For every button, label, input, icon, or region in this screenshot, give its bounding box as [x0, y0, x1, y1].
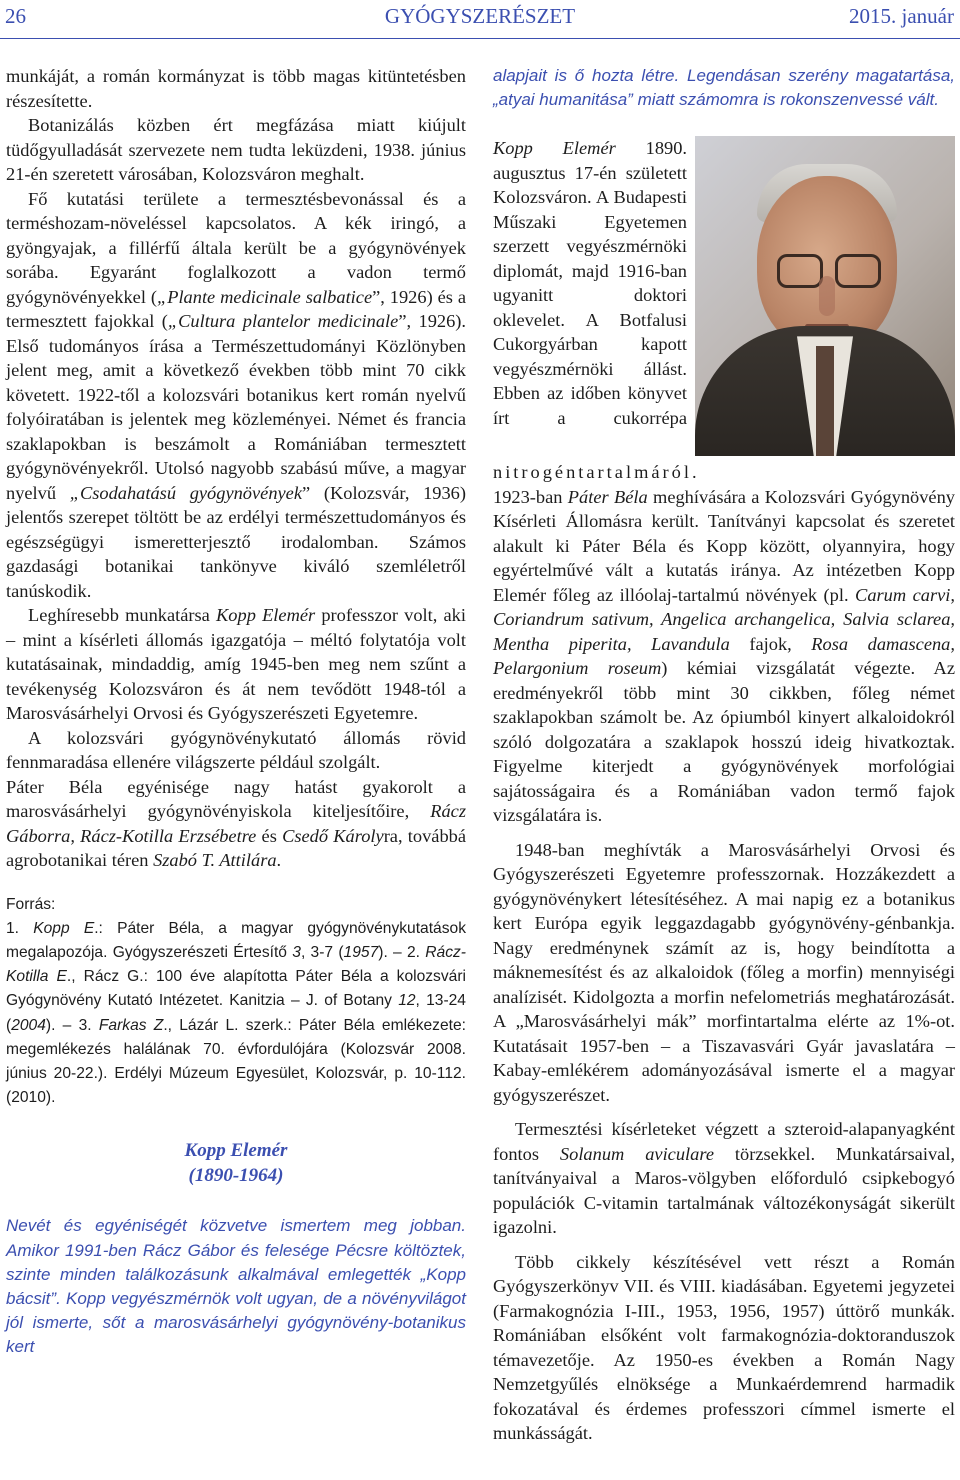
- sources: [6, 893, 466, 1111]
- portrait-photo: [695, 136, 955, 456]
- bio-intro: Nevét és egyéniségét közvetve ismertem meg jobban. Amikor 1991-ben Rácz Gábor és felesége Pécsre költöztek, szinte minden találkozásunk alkalmával emlegették „Kopp bácsit”. Kopp vegyészmérnök volt ugyan, de a növényvilágot jól ismerte, sőt a marosvásárhelyi gyógynövény-botanikus kert: [6, 1216, 466, 1357]
- paragraph: Páter Béla egyénisége nagy hatást gyakorolt a marosvásárhelyi gyógynövényiskola kiteljesítőire, Rácz Gáborra, Rácz-Kotilla Erzsébetre és Csedő Károlyra, továbbá agrobotanikai téren Szabó T. Attilára.: [6, 776, 467, 870]
- sources-title: Forrás:: [6, 895, 56, 913]
- header-rule: [0, 38, 960, 39]
- right-column: [493, 64, 955, 1446]
- magazine-title: GYÓGYSZERÉSZET: [384, 4, 576, 28]
- paragraph: 1948-ban meghívták a Marosvásárhelyi Orvosi és Gyógyszerészeti Egyetemre professzornak. Hozzákezdett a gyógynövénykert létesítéséhez. A mai napig ez a botanikus kert Európa egyik leggazdagabb gyógynövény-génbankja. Nagy eredménynek számít az is, hogy beindította a máknemesítést és az alkaloidok (főleg a morfin) mennyiségi analízisét. Kidolgozta a morfin nefelometriás meghatározását. A „Marosvásárhelyi mák” morfintartalma elérte az 1%-ot. Kutatásait 1957-ben – a Tiszavasvári Gyár javaslatára – Kabay-emlékérem adományozásával ismerte el a magyar gyógyszerészet.: [493, 839, 955, 1105]
- issue-date: 2015. január: [849, 4, 954, 28]
- page-header: [0, 0, 960, 36]
- bio-intro-continued: alapjait is ő hozta létre. Legendásan szerény magatartása, „atyai humanitása” miatt számomra is rokonszenvessé vált.: [493, 66, 955, 110]
- paragraph: Botanizálás közben ért megfázása miatt kiújult tüdőgyulladását szervezete nem tudta leküzdeni, 1938. június 21-én szeretett városában, Kolozsváron meghalt.: [6, 115, 466, 184]
- paragraph: Termesztési kísérleteket végzett a szteroid-alapanyagként fontos Solanum aviculare törzsekkel. Munkatársaival, tanítványaival a Maros-völgyben előforduló csipkebogyó populációk C-vitamin tartalmának változékonyságát sikerült igazolni.: [493, 1119, 956, 1238]
- paragraph: 1923-ban Páter Béla meghívására a Kolozsvári Gyógynövény Kísérleti Állomásra került. Tanítványi kapcsolat és szeretet alakult ki Páter Béla és Kopp között, olyannyira, hogy egyértelművé vált a kutatás iránya. Az intézetben Kopp Elemér főleg az illóolaj-tartalmú növények (pl. Carum carvi, Coriandrum sativum, Angelica archangelica, Salvia sclarea, Mentha piperita, Lavandula fajok, Rosa damascena, Pelargonium roseum) kémiai vizsgálatát végezte. Az eredményekről több mint 30 cikkben, főleg német szaklapokban számolt be. Az ópiumból kinyert alkaloidokról szóló dolgozatára a szaklapok hosszú ideig hivatkoztak. Figyelme kiterjedt a gyógynövények morfológiai sajátosságaira és a Romániában vadon termő fajok vizsgálatára is.: [493, 486, 956, 826]
- paragraph: Kopp Elemér 1890. augusztus 17-én született Kolozsváron. A Budapesti Műszaki Egyetemen szerzett vegyészmérnöki diplomát, majd 1916-ban ugyanitt doktori oklevelet. A Botfalusi Cukorgyárban kapott vegyészmérnöki állást. Ebben az időben könyvet írt a cukorrépa nitrogéntartalmáról.: [493, 138, 700, 483]
- paragraph: A kolozsvári gyógynövénykutató állomás rövid fennmaradása ellenére világszerte például szolgált.: [6, 727, 466, 772]
- bio-years: (1890-1964): [188, 1165, 284, 1187]
- source-list: 1. Kopp E.: Páter Béla, a magyar gyógynövénykutatások megalapozója. Gyógyszerészeti Értesítő 3, 3-7 (1957). – 2. Rácz-Kotilla E., Rácz G.: 100 éve alapította Páter Béla a kolozsvári Gyógynövény Kutató Intézetet. Kanitzia – J. of Botany 12, 13-24 (2004). – 3. Farkas Z., Lázár L. szerk.: Páter Béla emlékezete: megemlékezés halálának 70. évfordulójára (Kolozsvár 2008. június 20-22.). Erdélyi Múzeum Egyesület, Kolozsvár, p. 10-112. (2010).: [6, 919, 467, 1107]
- bio-name: Kopp Elemér: [184, 1140, 288, 1162]
- page-number: 26: [5, 4, 26, 28]
- paragraph: Több cikkely készítésével vett részt a Román Gyógyszerkönyv VII. és VIII. kiadásában. Egyetemi jegyzetei (Farmakognózia I-III., 1953, 1956, 1957) úttörő munkák. Romániában elsőként volt farmakognózia-doktoranduszok témavezetője. Az 1950-es években a Román Nagy Nemzetgyűlés elnöksége a Munkaérdemrend harmadik fokozatával és érdemes professzori címmel ismerte el munkásságát.: [493, 1251, 955, 1444]
- paragraph: munkáját, a román kormányzat is több magas kitüntetésben részesítette.: [6, 66, 466, 111]
- left-column: [6, 64, 466, 1360]
- paragraph: Leghíresebb munkatársa Kopp Elemér professzor volt, aki – mint a kísérleti állomás igazgatója – méltó folytatója volt kutatásainak, mindaddig, amíg 1945-ben meg nem szűnt a tevékenység Kolozsváron és át nem tevődött 1948-tól a Marosvásárhelyi Orvosi és Gyógyszerészeti Egyetemre.: [6, 605, 466, 723]
- bio-heading: [6, 1138, 466, 1188]
- paragraph: Fő kutatási területe a termesztésbevonással és a terméshozam-növeléssel kapcsolatos. A kék iringó, a gyöngyajak, a fillérfű általa került be a gyógynövények sorába. Egyaránt foglalkozott a vadon termő gyógynövényekkel („Plante medicinale salbatice”, 1926) és a termesztett fajokkal („Cultura plantelor medicinale”, 1926). Első tudományos írása a Természettudományi Közlönyben jelent meg, amit a következő években több mint 70 cikk követett. 1922-től a kolozsvári botanikus kert román nyelvű folyóiratában is jelentek meg közleményei. Német és francia szaklapokban is beszámolt a Romániában termesztett gyógynövényekről. Utolsó nagyobb szabású műve, a magyar nyelvű „Csodahatású gyógynövények” (Kolozsvár, 1936) jelentős szerepet töltött be az erdélyi természettudományos és egészségügyi ismeretterjesztő irodalomban. Számos gazdasági botanikai tankönyve kiváló szemléletről tanúskodik.: [6, 188, 467, 601]
